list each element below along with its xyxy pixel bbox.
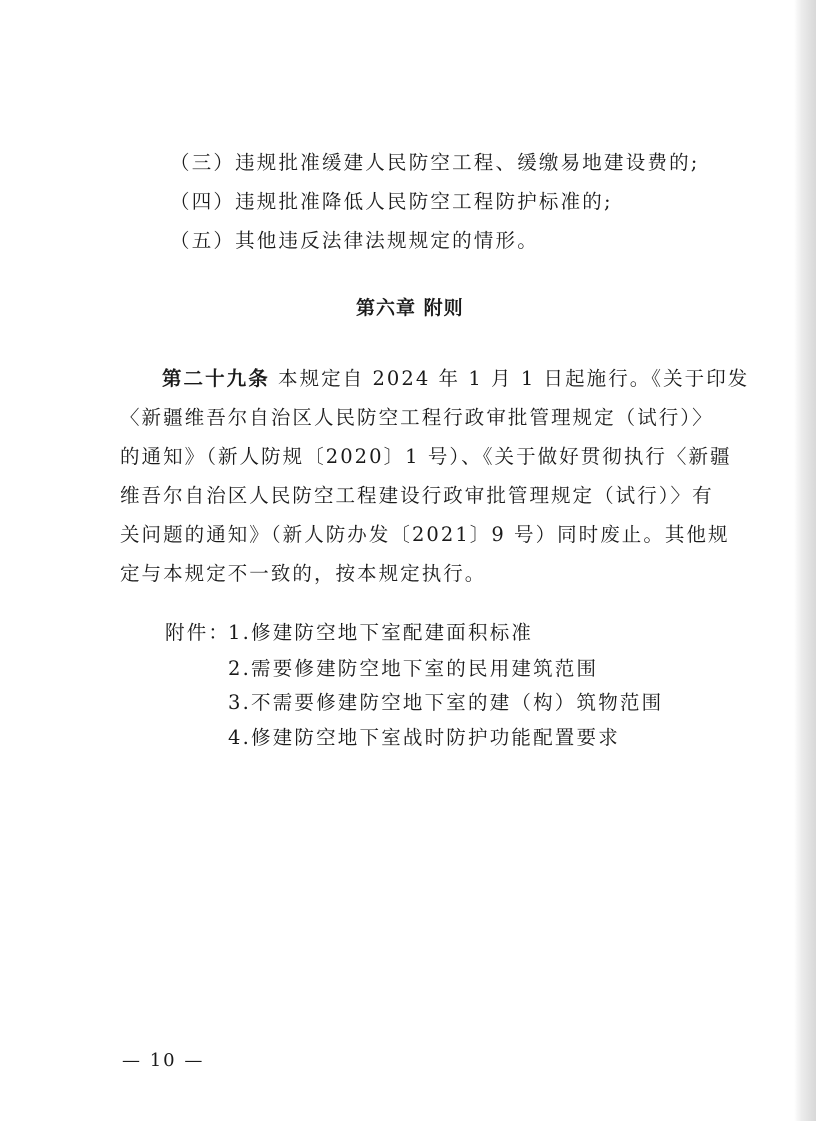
- attachment-item: 4.修建防空地下室战时防护功能配置要求: [228, 726, 620, 749]
- clause-item-5: （五）其他违反法律法规规定的情形。: [170, 229, 539, 252]
- attachment-item: 1.修建防空地下室配建面积标准: [228, 621, 534, 644]
- attachment-item: 3.不需要修建防空地下室的建（构）筑物范围: [228, 691, 664, 714]
- article-line: 维吾尔自治区人民防空工程建设行政审批管理规定（试行）〉有: [120, 484, 714, 507]
- article-line: 定与本规定不一致的，按本规定执行。: [120, 562, 487, 585]
- article-label: 第二十九条: [162, 367, 270, 390]
- attachment-item: 2.需要修建防空地下室的民用建筑范围: [228, 657, 599, 680]
- page-number: — 10 —: [122, 1050, 205, 1071]
- chapter-title: 第六章 附则: [356, 297, 464, 319]
- page-edge-shadow: [794, 0, 816, 1121]
- clause-item-3: （三）违规批准缓建人民防空工程、缓缴易地建设费的;: [170, 151, 700, 174]
- article-line: 的通知》（新人防规〔2020〕1 号）、《关于做好贯彻执行〈新疆: [120, 445, 732, 468]
- article-line: 关问题的通知》（新人防办发〔2021〕9 号）同时废止。其他规: [120, 523, 730, 546]
- article-first-line-text: 本规定自 2024 年 1 月 1 日起施行。《关于印发: [269, 367, 750, 390]
- article-line: 〈新疆维吾尔自治区人民防空工程行政审批管理规定（试行）〉: [120, 406, 714, 429]
- clause-item-4: （四）违规批准降低人民防空工程防护标准的;: [170, 190, 613, 213]
- attachments-prefix: 附件：: [165, 621, 231, 644]
- article-first-line: [162, 366, 749, 392]
